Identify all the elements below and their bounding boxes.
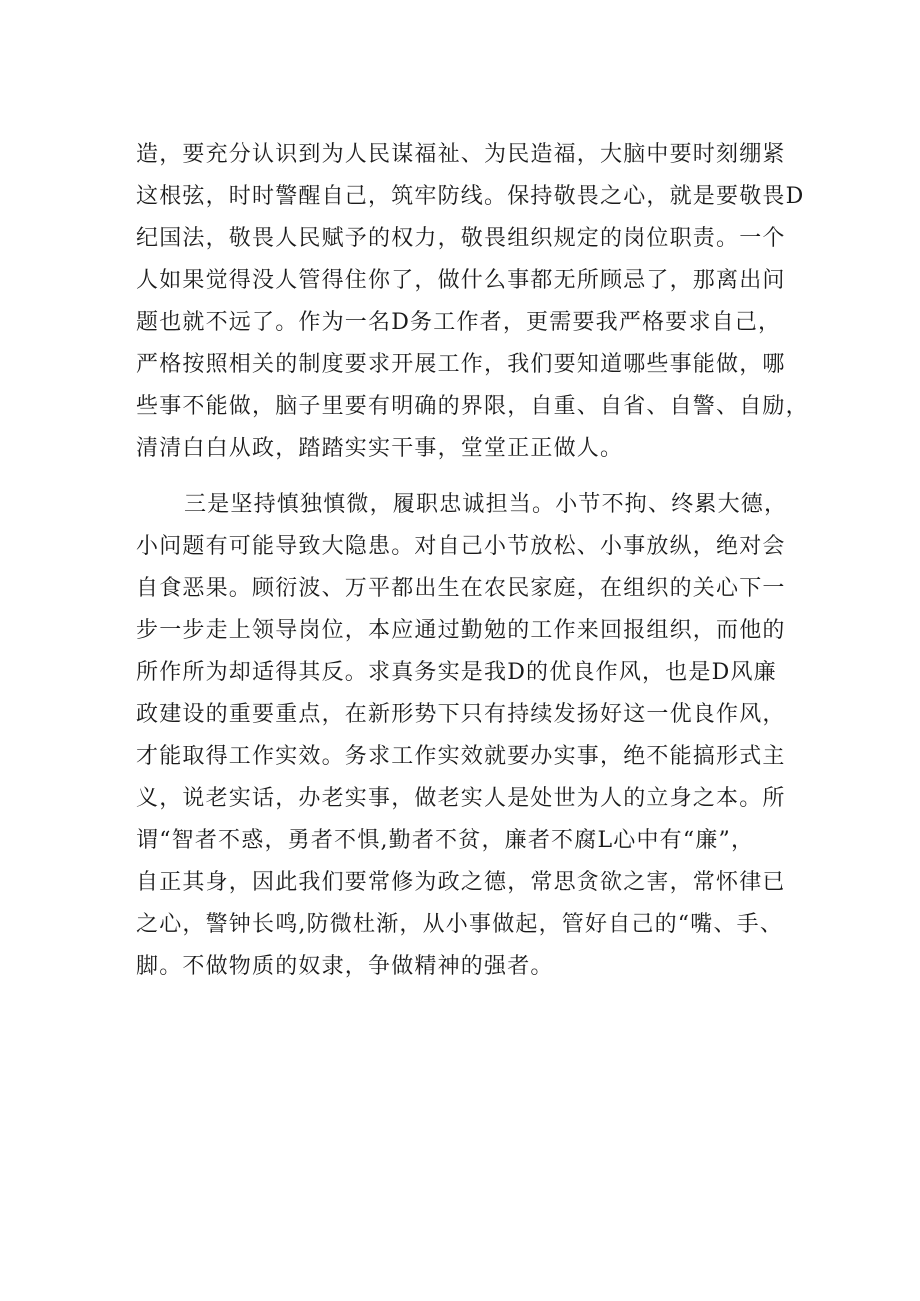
paragraph-1-line: 造，要充分认识到为人民谋福祉、为民造福，大脑中要时刻绷紧 [136,142,786,167]
paragraph-2-line: 脚。不做物质的奴隶，争做精神的强者。 [136,954,554,979]
paragraph-1-line: 纪国法，敬畏人民赋予的权力，敬畏组织规定的岗位职责。一个 [136,226,786,251]
paragraph-1-line: 题也就不远了。作为一名D务工作者，更需要我严格要求自己， [136,310,782,335]
paragraph-1-line: 严格按照相关的制度要求开展工作，我们要知道哪些事能做，哪 [136,352,786,377]
paragraph-2-line: 谓“智者不惑，勇者不惧,勤者不贫，廉者不腐L心中有“廉”， [136,828,755,853]
paragraph-2-line: 步一步走上领导岗位，本应通过勤勉的工作来回报组织，而他的 [136,618,786,643]
paragraph-2-line: 所作所为却适得其反。求真务实是我D的优良作风，也是D风廉 [136,660,777,685]
paragraph-1-line: 人如果觉得没人管得住你了，做什么事都无所顾忌了，那离出问 [136,268,786,293]
paragraph-1-line: 清清白白从政，踏踏实实干事，堂堂正正做人。 [136,436,624,461]
paragraph-1-line: 些事不能做，脑子里要有明确的界限，自重、自省、自警、自励， [136,394,809,419]
paragraph-2-line: 之心，警钟长鸣,防微杜渐，从小事做起，管好自己的“嘴、手、 [136,912,784,937]
paragraph-2-line: 自正其身，因此我们要常修为政之德，常思贪欲之害，常怀律已 [136,870,786,895]
paragraph-2-line: 小问题有可能导致大隐患。对自己小节放松、小事放纵，绝对会 [136,534,786,559]
paragraph-2-line: 才能取得工作实效。务求工作实效就要办实事，绝不能搞形式主 [136,744,786,769]
paragraph-2-line: 政建设的重要重点，在新形势下只有持续发扬好这一优良作风， [136,702,786,727]
paragraph-2-line: 义，说老实话，办老实事，做老实人是处世为人的立身之本。所 [136,786,786,811]
paragraph-2-line: 自食恶果。顾衍波、万平都出生在农民家庭，在组织的关心下一 [136,576,786,601]
paragraph-1-line: 这根弦，时时警醒自己，筑牢防线。保持敬畏之心，就是要敬畏D [136,184,805,209]
paragraph-2-line: 三是坚持慎独慎微，履职忠诚担当。小节不拘、终累大德， [184,492,788,517]
